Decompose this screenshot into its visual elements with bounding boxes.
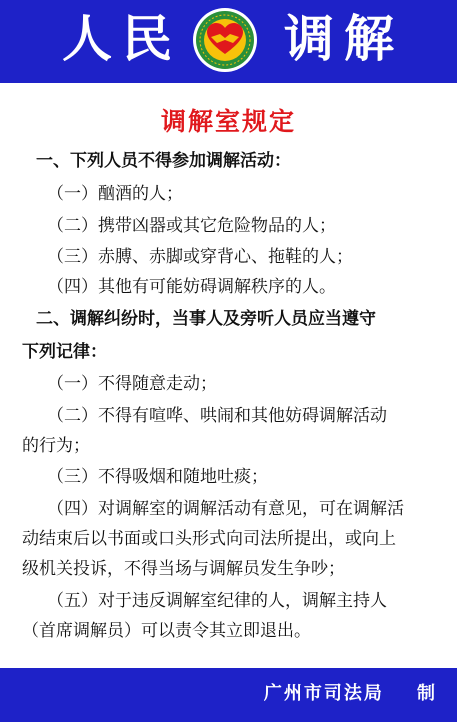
document-title: 调解室规定	[160, 107, 296, 136]
rule-line: （一）酗酒的人；	[47, 184, 183, 204]
regulations-panel	[0, 83, 457, 668]
rule-line-cont: 动结束后以书面或口头形式向司法所提出，或向上	[22, 529, 396, 549]
rule-line: （一）不得随意走动；	[47, 374, 217, 394]
rule-line: （二）不得有喧哗、哄闹和其他妨碍调解活动	[47, 406, 387, 426]
rule-line-cont: 级机关投诉，不得当场与调解员发生争吵；	[22, 559, 345, 579]
rule-line: （三）不得吸烟和随地吐痰；	[47, 467, 268, 487]
issuer-signature: 广州市司法局 制	[263, 683, 437, 704]
rule-line-cont: 的行为；	[22, 436, 90, 456]
rule-line: （四）其他有可能妨碍调解秩序的人。	[47, 277, 336, 297]
handshake-emblem-icon	[192, 7, 258, 73]
footer-banner	[0, 668, 457, 722]
rule-line-cont: （首席调解员）可以责令其立即退出。	[22, 621, 311, 641]
section-heading-1: 一、下列人员不得参加调解活动：	[36, 151, 291, 171]
section-heading-2-cont: 下列记律：	[22, 342, 107, 362]
rule-line: （五）对于违反调解室纪律的人，调解主持人	[47, 591, 387, 611]
rule-line: （四）对调解室的调解活动有意见，可在调解活	[47, 499, 404, 519]
section-heading-2: 二、调解纠纷时，当事人及旁听人员应当遵守	[36, 309, 376, 329]
header-text-right: 调解	[284, 9, 404, 68]
header-text-left: 人民	[62, 9, 182, 68]
header-banner	[0, 0, 457, 83]
rule-line: （三）赤膊、赤脚或穿背心、拖鞋的人；	[47, 247, 353, 267]
rule-line: （二）携带凶器或其它危险物品的人；	[47, 216, 336, 236]
